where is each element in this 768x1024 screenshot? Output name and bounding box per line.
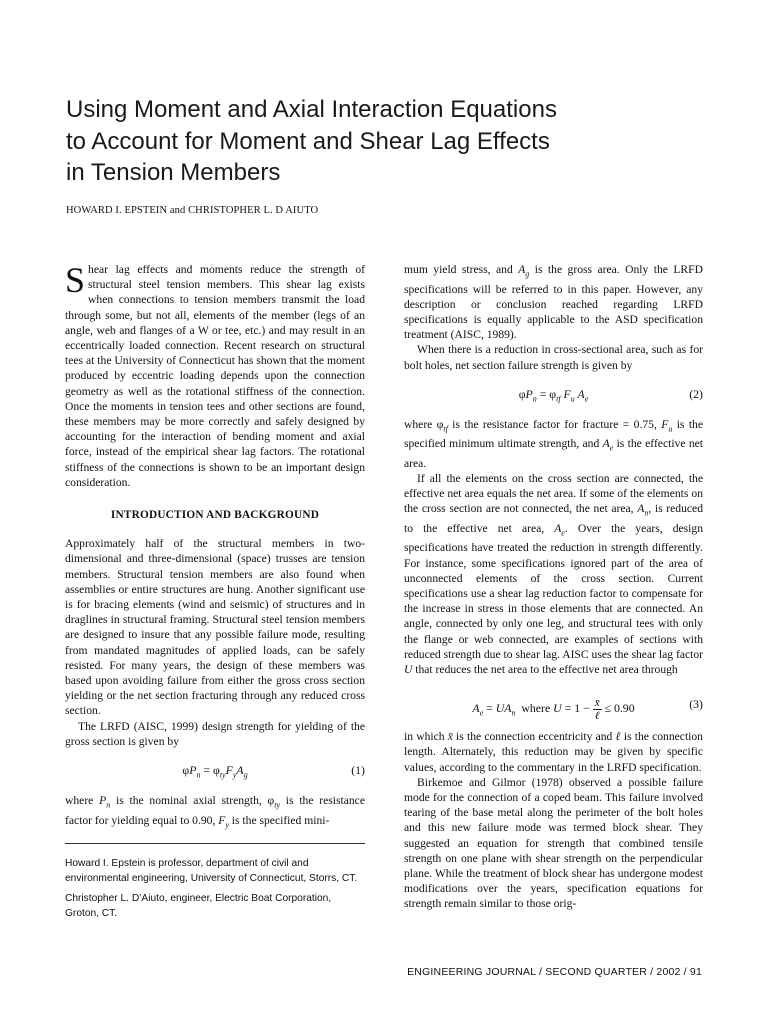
equation-2-formula: $\varphi P_n = \varphi_{tf}$ $F_u$ $A_e$ [518, 386, 589, 404]
title-line-3: in Tension Members [66, 159, 281, 186]
body-paragraph-3: where $\varphi_{tf}$ is the resistance factor for fracture = 0.75, $F_u$ is the specified minimum ultimate strength, and $A_e$ is the effective net area. [404, 417, 703, 470]
intro-paragraph-1: Approximately half of the structural members in two-dimensional and three-dimensional (space) trusses are tension members. Structural tension members are also found when assemblies or entire structures are hung. Another significant use is for bracing elements (wind and seismic) of structures and in draglines in structural framing. Structural steel tension members are designed to insure that any possible failure mode, resulting from mandated magnitudes of applied loads, can be safely resisted. For many years, the design of these members was based upon avoiding failure from either the gross cross section yielding or the net section fracturing through any reduced cross section. [65, 537, 365, 718]
right-column [404, 262, 703, 912]
footnote-author-1: Howard I. Epstein is professor, department of civil and environmental engineering, University of Connecticut, Storrs, CT. [65, 858, 358, 884]
equation-1-number: (1) [351, 763, 365, 778]
title-line-1: Using Moment and Axial Interaction Equations [66, 96, 557, 123]
drop-cap: S [65, 260, 86, 300]
equation-3-formula: $A_e = UA_n$ where U = 1 − $\frac{x̄}{\text{ℓ}}$ ≤ 0.90 [472, 697, 635, 723]
footnotes [65, 857, 365, 927]
body-paragraph-6: Birkemoe and Gilmor (1978) observed a possible failure mode for the connection of a coped beam. This failure involved tearing of the base metal along the perimeter of the bolt holes and this new failure mode was termed block shear. They suggested an equation for strength that combined tensile strength on one plane with shear strength on the perpendicular plane. While the treatment of block shear has undergone modest modifications over the years, specification equations for strength remain similar to those orig- [404, 775, 703, 911]
intro-paragraph-3: where $P_n$ is the nominal axial strength, $\varphi_{ty}$ is the resistance factor for yielding equal to 0.90, $F_y$ is the specified mini- [65, 794, 365, 829]
equation-1 [65, 763, 365, 779]
footnote-author-2: Christopher L. D’Aiuto, engineer, Electric Boat Corporation, Groton, CT. [65, 893, 332, 919]
left-column [65, 262, 365, 832]
equation-2 [404, 387, 703, 403]
section-heading: INTRODUCTION AND BACKGROUND [110, 509, 320, 522]
equation-3 [404, 687, 703, 721]
body-paragraph-2: When there is a reduction in cross-sectional area, such as for bolt holes, net section failure strength is given by [404, 343, 703, 372]
paper-title [66, 94, 686, 189]
title-line-2: to Account for Moment and Shear Lag Effects [66, 127, 550, 155]
author-line: HOWARD I. EPSTEIN and CHRISTOPHER L. D AIUTO [66, 205, 319, 216]
footnote-divider [65, 843, 365, 844]
page-footer: ENGINEERING JOURNAL / SECOND QUARTER / 2002 / 91 [407, 966, 702, 978]
body-paragraph-1: mum yield stress, and $A_g$ is the gross area. Only the LRFD specifications will be referred to in this paper. However, any description or conclusion reached regarding LRFD specifications is equally applicable to the ASD specification treatment (AISC, 1989). [404, 263, 703, 342]
equation-2-number: (2) [689, 386, 703, 401]
equation-1-formula: $\varphi P_n = \varphi_{ty}F_yA_g$ [182, 763, 248, 780]
equation-3-number: (3) [689, 697, 703, 712]
intro-paragraph-2: The LRFD (AISC, 1999) design strength for yielding of the gross section is given by [65, 719, 365, 748]
body-paragraph-5: in which x̄ is the connection eccentricity and ℓ is the connection length. Alternately, this reduction may be given by specific values, according to the commentary in the LRFD specification. [404, 730, 703, 774]
abstract [65, 262, 365, 490]
body-paragraph-4: If all the elements on the cross section are connected, the effective net area equals the net area. If some of the elements on the cross section are not connected, the net area, $A_n$, is reduced to the effective net area, $A_e$. Over the years, design specifications have treated the reduction in strength differently. For instance, some specifications ignored part of the area of unconnected elements of the cross section. Current specifications use a shear lag reduction factor to compensate for the increase in stress in those elements that are connected. An angle, connected by only one leg, and structural tees with only the flange or web connected, are examples of sections with reduced strength due to shear lag. AISC uses the shear lag factor U that reduces the net area to the effective net area through [404, 471, 703, 677]
abstract-text: hear lag effects and moments reduce the strength of structural steel tension members. This shear lag exists when connections to tension members transmit the load through some, but not all, elements of the member (legs of an angle, web and flanges of a W or tee, etc.) and may result in an eccentrically loaded connection. Recent research on structural tees at the University of Connecticut has shown that the moment produced by eccentric loading depends upon the connection geometry as well as the rotational stiffness of the connection. Once the moments in tension tees and other sections are found, these members may be more correctly and safely designed by accounting for the interaction of bending moment and axial force, instead of the empirical shear lag factors. The rotational stiffness of the connections is shown to be an important design consideration. [65, 263, 365, 489]
